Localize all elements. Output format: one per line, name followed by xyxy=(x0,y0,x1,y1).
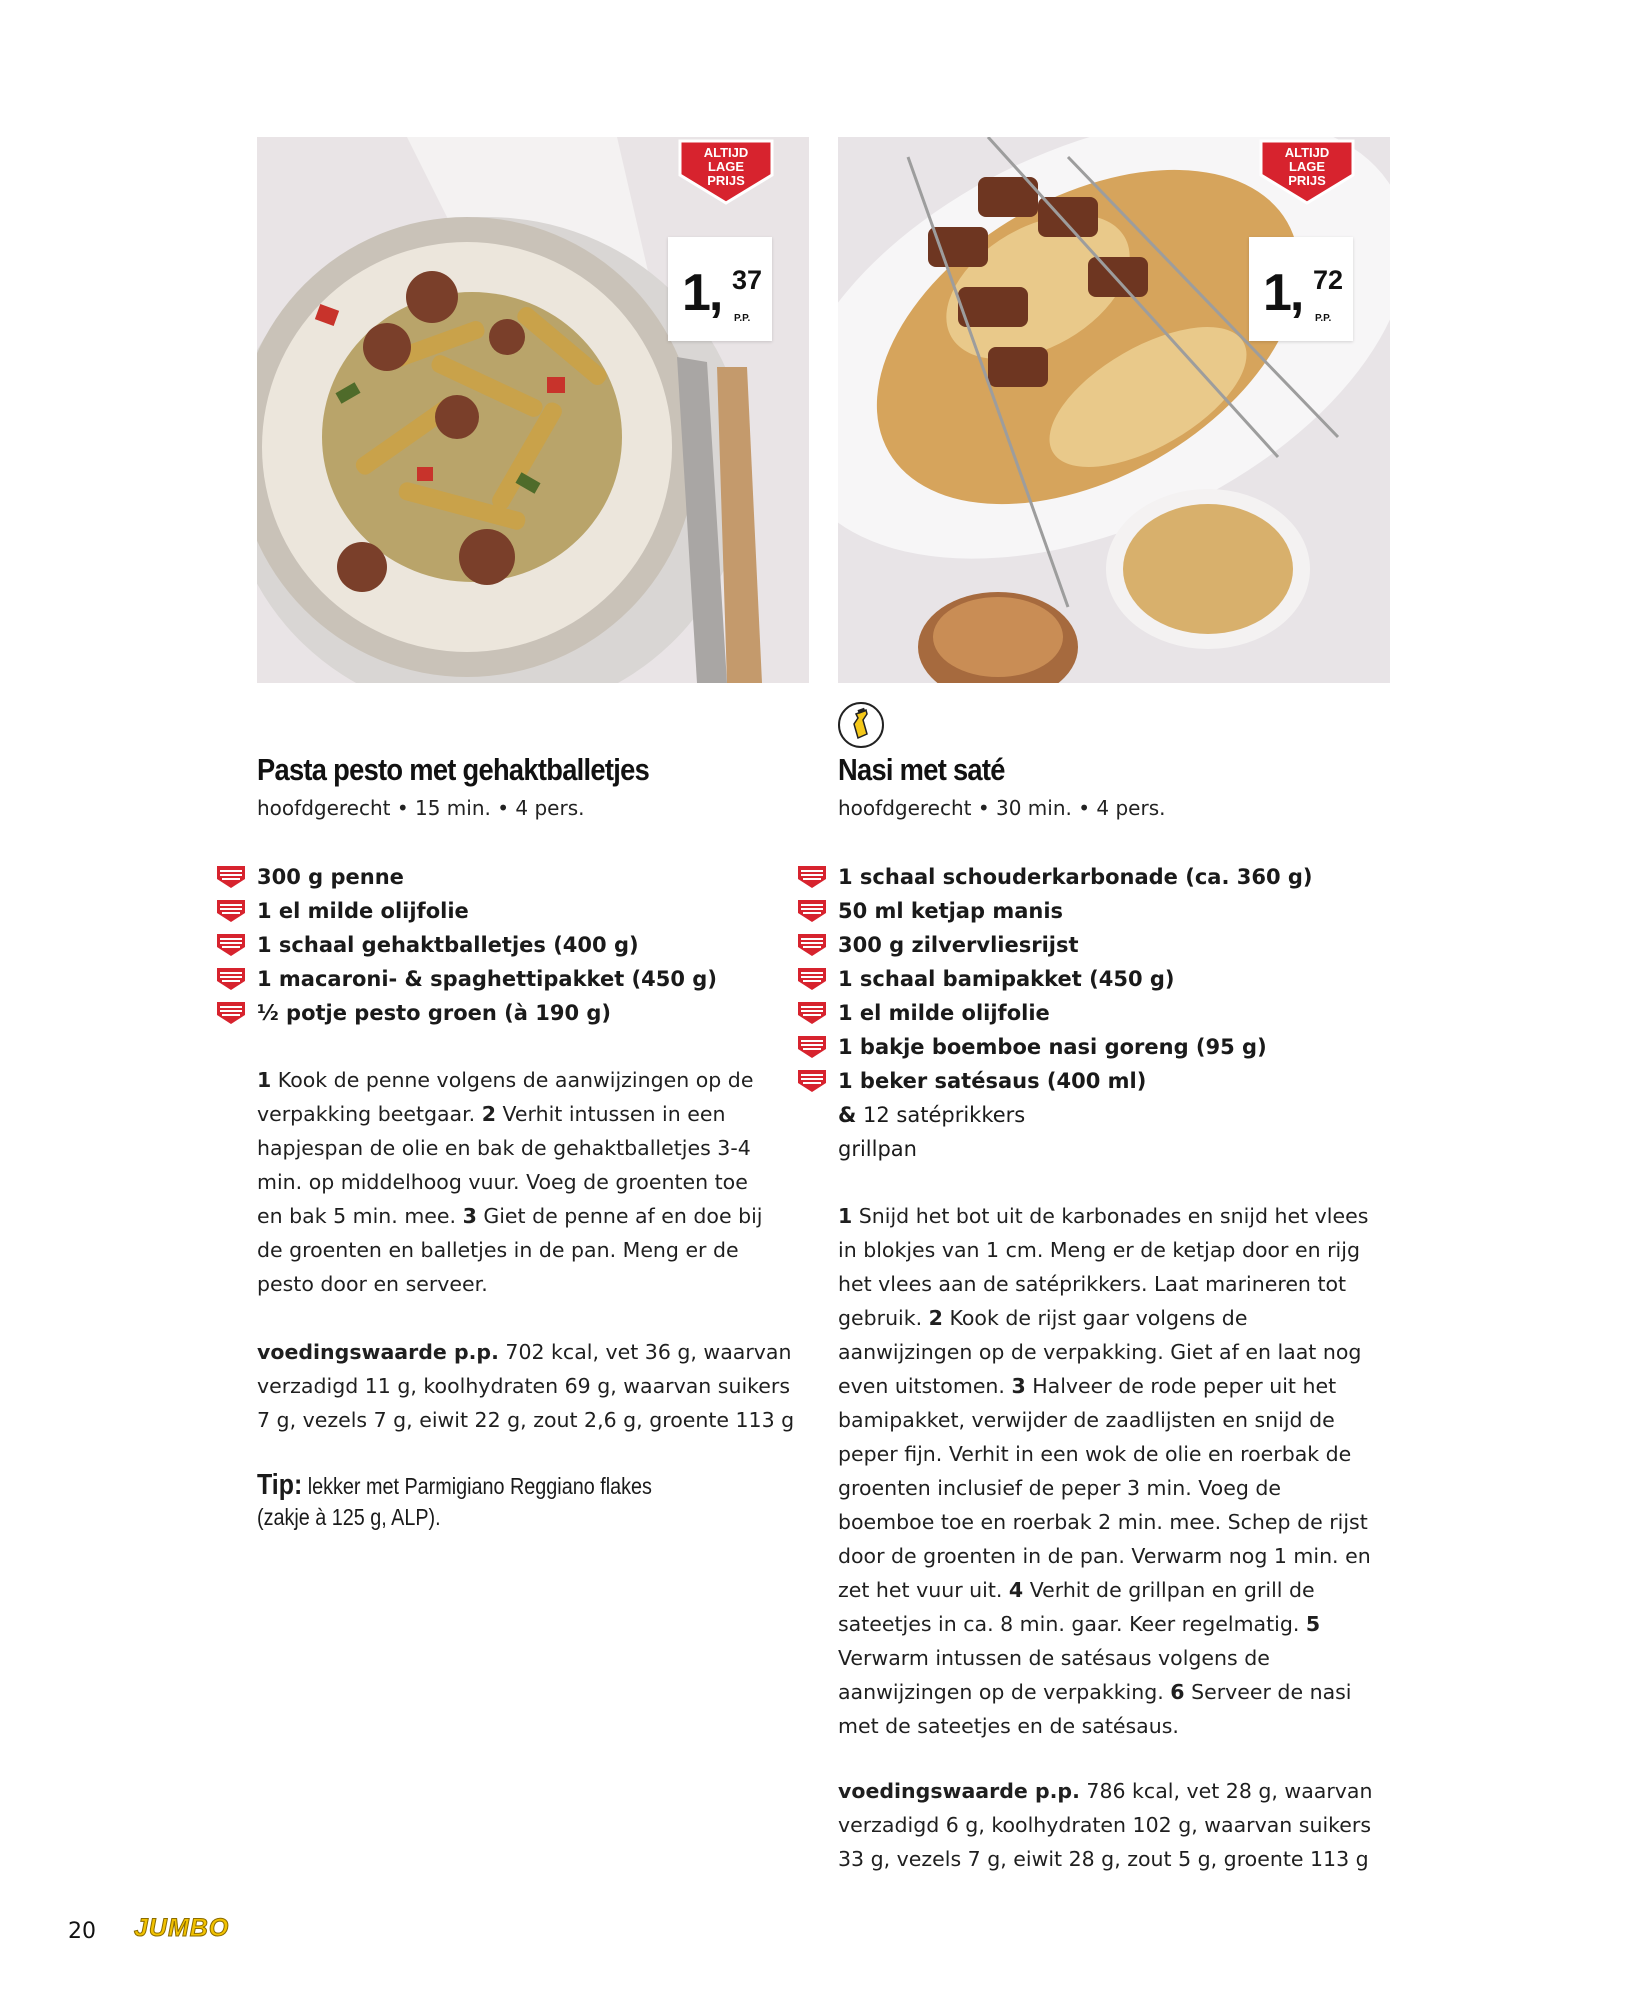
step-number: 3 xyxy=(1011,1374,1026,1398)
tip-text: lekker met Parmigiano Reggiano flakes (zakje à 125 g, ALP). xyxy=(257,1473,652,1530)
ingredient-item xyxy=(838,860,1313,894)
pasta-photo xyxy=(257,137,809,683)
altijd-lage-prijs-badge xyxy=(674,137,778,207)
badge-line3: PRIJS xyxy=(707,173,745,188)
nutrition-info xyxy=(838,1774,1378,1876)
step-number: 5 xyxy=(1305,1612,1321,1636)
alp-mini-icon xyxy=(796,1068,828,1094)
sauce-bottle-icon xyxy=(836,700,886,750)
ingredient-text: 1 schaal gehaktballetjes (400 g) xyxy=(257,933,639,957)
badge-line2: LAGE xyxy=(707,159,745,174)
recipe-title: Pasta pesto met gehaktballetjes xyxy=(257,752,650,787)
step-text: Giet de penne af en doe bij de groenten en balletjes in de pan. Meng er de pesto door en serveer. xyxy=(257,1204,763,1296)
ingredient-text: 50 ml ketjap manis xyxy=(838,899,1064,923)
badge-line2: LAGE xyxy=(1288,159,1326,174)
nutrition-values: 786 kcal, vet 28 g, waarvan verzadigd 6 g, koolhydraten 102 g, waarvan suikers 33 g, vezels 7 g, eiwit 28 g, zout 5 g, groente 113 g xyxy=(838,1779,1373,1871)
ingredient-list xyxy=(838,860,1313,1166)
alp-mini-icon xyxy=(796,898,828,924)
tip-label: Tip: xyxy=(257,1469,303,1501)
ingredient-item xyxy=(838,962,1313,996)
nasi-dish-illustration xyxy=(838,137,1390,683)
step-text: Serveer de nasi met de sateetjes en de satésaus. xyxy=(838,1680,1352,1738)
price-euros: 1, xyxy=(1263,264,1303,322)
step-text: Kook de penne volgens de aanwijzingen op de verpakking beetgaar. xyxy=(257,1068,754,1126)
recipe-title: Nasi met saté xyxy=(838,752,1005,787)
step-number: 4 xyxy=(1008,1578,1024,1602)
nutrition-info xyxy=(257,1335,797,1437)
step-text: Verwarm intussen de satésaus volgens de aanwijzingen op de verpakking. xyxy=(838,1646,1270,1704)
alp-mini-icon xyxy=(796,966,828,992)
ingredient-text: 1 macaroni- & spaghettipakket (450 g) xyxy=(257,967,717,991)
pasta-dish-illustration xyxy=(257,137,809,683)
price-unit: P.P. xyxy=(734,313,751,324)
ingredient-text: 1 schaal schouderkarbonade (ca. 360 g) xyxy=(838,865,1313,889)
ingredient-item xyxy=(257,962,717,996)
page-number: 20 xyxy=(68,1919,96,1944)
step-text: Halveer de rode peper uit het bamipakket, verwijder de zaadlijsten en snijd de peper fijn. Verhit in een wok de olie en roerbak de groenten inclusief de peper 3 min. Voeg de boemboe toe en roerbak 2 min. mee. Schep de rijst door de groenten in de pan. Verwarm nog 1 min. en zet het vuur uit. xyxy=(838,1374,1371,1602)
ingredient-item xyxy=(838,996,1313,1030)
ingredient-item xyxy=(257,928,717,962)
step-text: Verhit intussen in een hapjespan de olie en bak de gehaktballetjes 3-4 min. op middelhoog vuur. Voeg de groenten toe en bak 5 min. mee. xyxy=(257,1102,751,1228)
step-number: 1 xyxy=(838,1204,853,1228)
altijd-lage-prijs-badge xyxy=(1255,137,1359,207)
ingredient-text: 1 beker satésaus (400 ml) xyxy=(838,1069,1147,1093)
nutrition-label: voedingswaarde p.p. xyxy=(838,1779,1080,1803)
nutrition-values: 702 kcal, vet 36 g, waarvan verzadigd 11 g, koolhydraten 69 g, waarvan suikers 7 g, vezels 7 g, eiwit 22 g, zout 2,6 g, groente 113 g xyxy=(257,1340,795,1432)
recipe-meta: hoofdgerecht • 30 min. • 4 pers. xyxy=(838,796,1166,820)
price-cents: 37 xyxy=(732,265,763,295)
ingredient-item xyxy=(838,1064,1313,1098)
ingredient-text: 300 g penne xyxy=(257,865,404,889)
recipe-steps xyxy=(838,1199,1378,1743)
step-number: 2 xyxy=(481,1102,496,1126)
nutrition-label: voedingswaarde p.p. xyxy=(257,1340,499,1364)
step-text: Kook de rijst gaar volgens de aanwijzingen op de verpakking. Giet af en laat nog even uitstomen. xyxy=(838,1306,1362,1398)
alp-mini-icon xyxy=(796,864,828,890)
step-text: Snijd het bot uit de karbonades en snijd het vlees in blokjes van 1 cm. Meng er de ketjap door en rijg het vlees aan de satéprikkers. Laat marineren tot gebruik. xyxy=(838,1204,1369,1330)
ingredient-text: ½ potje pesto groen (à 190 g) xyxy=(257,1001,612,1025)
jumbo-logo: JUMBO xyxy=(134,1914,230,1942)
step-number: 1 xyxy=(257,1068,272,1092)
ingredient-item xyxy=(838,928,1313,962)
badge-line1: ALTIJD xyxy=(1284,145,1330,160)
ingredient-item xyxy=(838,894,1313,928)
alp-mini-icon xyxy=(796,1034,828,1060)
alp-mini-icon xyxy=(215,932,247,958)
step-text: Verhit de grillpan en grill de sateetjes in ca. 8 min. gaar. Keer regelmatig. xyxy=(838,1578,1315,1636)
price-tag xyxy=(668,237,772,341)
step-number: 6 xyxy=(1170,1680,1185,1704)
nasi-photo xyxy=(838,137,1390,683)
extra-text: 12 satéprikkers xyxy=(856,1103,1026,1127)
price-euros: 1, xyxy=(682,264,722,322)
price-tag xyxy=(1249,237,1353,341)
extra-item xyxy=(838,1132,1313,1166)
alp-mini-icon xyxy=(215,898,247,924)
badge-line1: ALTIJD xyxy=(703,145,749,160)
ingredient-item xyxy=(257,894,717,928)
ingredient-text: 1 el milde olijfolie xyxy=(838,1001,1050,1025)
alp-mini-icon xyxy=(215,864,247,890)
price-cents: 72 xyxy=(1313,265,1344,295)
alp-mini-icon xyxy=(215,966,247,992)
step-number: 3 xyxy=(462,1204,477,1228)
price-unit: P.P. xyxy=(1315,313,1332,324)
alp-mini-icon xyxy=(796,932,828,958)
recipe-tip xyxy=(257,1470,704,1533)
ingredient-text: 300 g zilvervliesrijst xyxy=(838,933,1079,957)
badge-line3: PRIJS xyxy=(1288,173,1326,188)
ingredient-item xyxy=(838,1030,1313,1064)
step-number: 2 xyxy=(928,1306,943,1330)
recipe-meta: hoofdgerecht • 15 min. • 4 pers. xyxy=(257,796,585,820)
extra-text: grillpan xyxy=(838,1137,917,1161)
alp-mini-icon xyxy=(215,1000,247,1026)
alp-mini-icon xyxy=(796,1000,828,1026)
extra-item xyxy=(838,1098,1313,1132)
ingredient-text: 1 el milde olijfolie xyxy=(257,899,469,923)
ingredient-item xyxy=(257,996,717,1030)
ingredient-text: 1 schaal bamipakket (450 g) xyxy=(838,967,1175,991)
extra-symbol: & xyxy=(838,1103,857,1127)
recipe-steps xyxy=(257,1063,777,1301)
ingredient-item xyxy=(257,860,717,894)
ingredient-list xyxy=(257,860,717,1030)
ingredient-text: 1 bakje boemboe nasi goreng (95 g) xyxy=(838,1035,1267,1059)
